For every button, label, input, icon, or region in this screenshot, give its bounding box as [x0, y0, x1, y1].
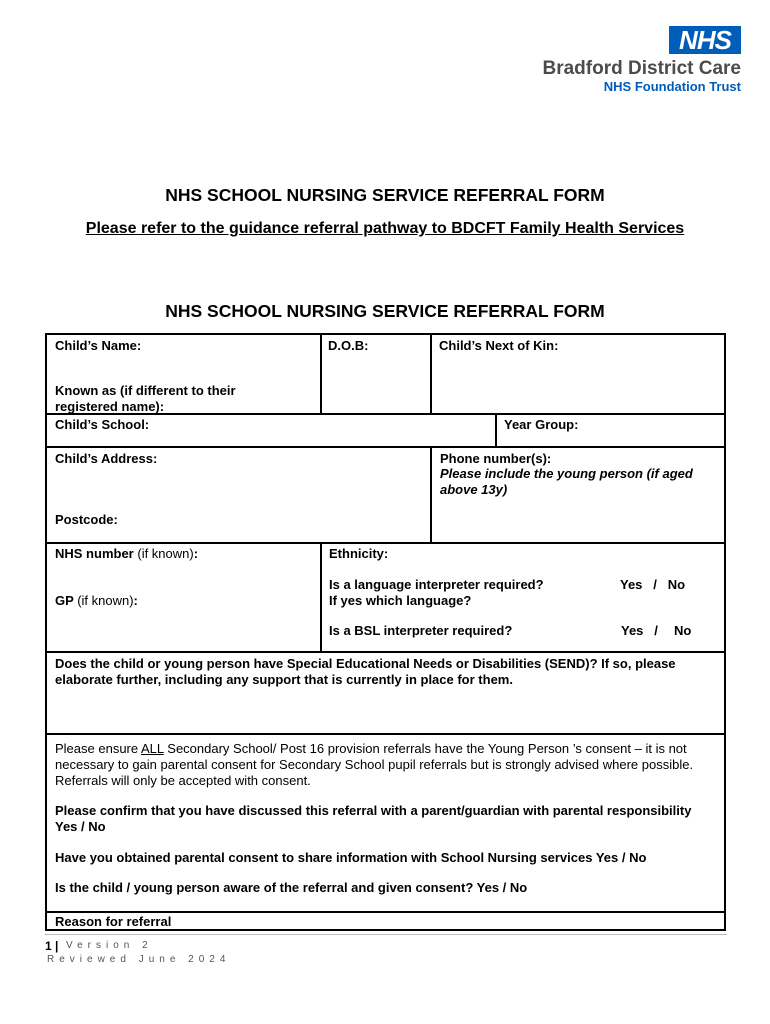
- bsl-no-option[interactable]: No: [674, 623, 692, 638]
- page-number: 1 |: [45, 939, 59, 953]
- footer-rule: [45, 934, 727, 935]
- interpreter-yes-no[interactable]: Yes / No: [620, 577, 686, 592]
- form-title: NHS SCHOOL NURSING SERVICE REFERRAL FORM: [165, 185, 605, 205]
- childs-school-label: Child’s School:: [55, 417, 150, 432]
- nhs-number-label: NHS number (if known):: [55, 546, 199, 561]
- org-trust: NHS Foundation Trust: [603, 79, 741, 94]
- reviewed-date: Reviewed June 2024: [47, 954, 231, 965]
- postcode-label: Postcode:: [55, 512, 118, 527]
- childs-address-label: Child’s Address:: [55, 451, 158, 466]
- bsl-question: Is a BSL interpreter required?: [329, 623, 513, 638]
- year-group-label: Year Group:: [504, 417, 579, 432]
- version-text: Version 2: [66, 940, 153, 951]
- ethnicity-label: Ethnicity:: [329, 546, 389, 561]
- dob-label: D.O.B:: [328, 338, 369, 353]
- send-question: Does the child or young person have Special Educational Needs or Disabilities (SEND)? If so, please elaborate further, including any support that is currently in place for them.: [55, 656, 676, 687]
- guidance-link[interactable]: Please refer to the guidance referral pathway to BDCFT Family Health Services: [85, 220, 685, 237]
- nhs-logo: NHS: [669, 26, 741, 54]
- form-title-repeat: NHS SCHOOL NURSING SERVICE REFERRAL FORM: [165, 301, 605, 321]
- phone-numbers-label: Phone number(s):: [440, 451, 552, 466]
- bsl-yes-option[interactable]: Yes /: [621, 623, 658, 638]
- which-language-label: If yes which language?: [329, 593, 472, 608]
- child-aware-question: Is the child / young person aware of the referral and given consent? Yes / No: [55, 880, 528, 895]
- interpreter-question: Is a language interpreter required?: [329, 577, 544, 592]
- parent-discussion-question: Please confirm that you have discussed this referral with a parent/guardian with parental responsibility Yes / No: [55, 803, 692, 834]
- org-name: Bradford District Care: [542, 58, 741, 79]
- known-as-label: Known as (if different to their registered name):: [55, 383, 236, 414]
- parent-consent-question: Have you obtained parental consent to share information with School Nursing services Yes / No: [55, 850, 647, 865]
- consent-notice: Please ensure ALL Secondary School/ Post 16 provision referrals have the Young Person ’s consent – it is not necessary to gain parental consent for Secondary School pupil referrals but is strongly advised where possible. Referrals will only be accepted with consent.: [55, 741, 694, 788]
- gp-label: GP (if known):: [55, 593, 138, 608]
- next-of-kin-label: Child’s Next of Kin:: [439, 338, 559, 353]
- reason-for-referral-label: Reason for referral: [55, 914, 172, 929]
- childs-name-label: Child’s Name:: [55, 338, 142, 353]
- phone-note: Please include the young person (if aged above 13y): [440, 466, 693, 497]
